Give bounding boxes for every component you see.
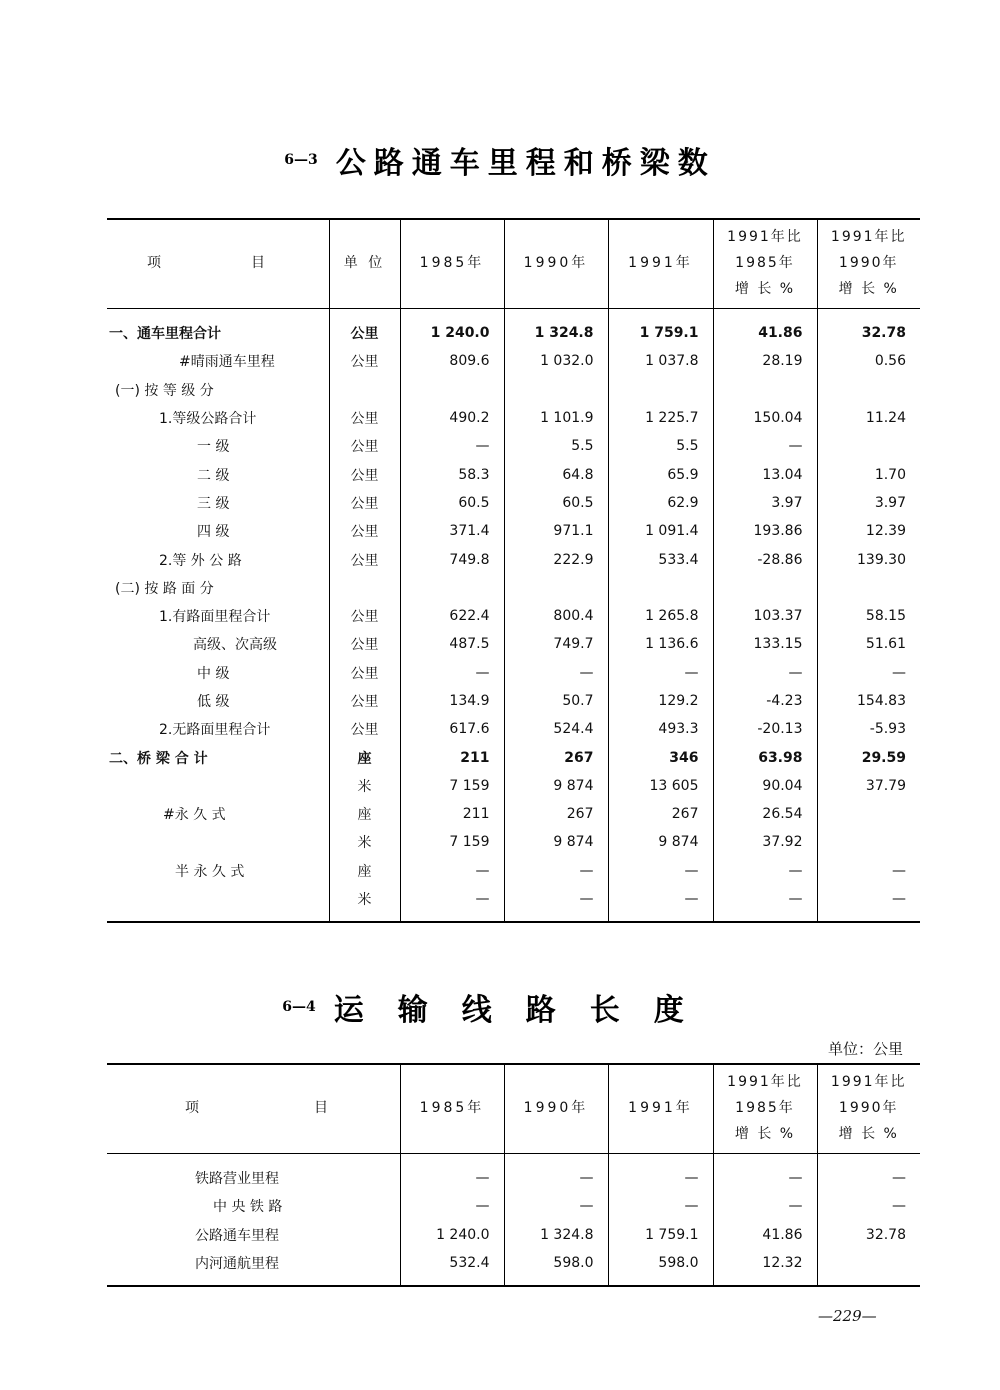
cell-v1985: 1 240.0 (400, 1221, 504, 1249)
cell-c1985: 37.92 (713, 828, 817, 856)
cell-v1990: 524.4 (504, 715, 608, 743)
cell-c1990: — (817, 1192, 920, 1220)
table-row (107, 687, 920, 715)
row-label: 低 级 (197, 694, 230, 710)
highway-mileage-table (107, 218, 920, 923)
cell-c1990: — (817, 857, 920, 885)
row-unit: 公里 (329, 489, 400, 517)
table-row (107, 715, 920, 743)
cell-c1985: 3.97 (713, 489, 817, 517)
table-header-row (107, 219, 920, 309)
row-unit: 公里 (329, 517, 400, 545)
cell-v1991: 1 037.8 (608, 347, 713, 375)
cell-v1990: 800.4 (504, 602, 608, 630)
row-unit: 公里 (329, 309, 400, 348)
row-label: (二) 按 路 面 分 (115, 580, 214, 597)
cell-v1990: 5.5 (504, 432, 608, 460)
row-unit: 座 (329, 743, 400, 771)
cell-v1990: 267 (504, 800, 608, 828)
cell-v1991: 9 874 (608, 828, 713, 856)
row-label (107, 885, 329, 922)
cell-v1991: — (608, 659, 713, 687)
cell-v1990: 1 324.8 (504, 309, 608, 348)
row-unit: 公里 (329, 347, 400, 375)
cell-c1990: 58.15 (817, 602, 920, 630)
cell-v1985: 487.5 (400, 630, 504, 658)
table-row (107, 432, 920, 460)
cell-v1985: 211 (400, 743, 504, 771)
cell-c1985: -20.13 (713, 715, 817, 743)
table-row (107, 602, 920, 630)
header-unit: 单 位 (329, 219, 400, 309)
row-unit: 公里 (329, 432, 400, 460)
cell-c1990: -5.93 (817, 715, 920, 743)
row-label: 二 级 (197, 467, 230, 484)
cell-v1991: 1 265.8 (608, 602, 713, 630)
cell-c1990: — (817, 659, 920, 687)
row-label: #晴雨通车里程 (179, 354, 275, 371)
row-label: 四 级 (197, 524, 230, 541)
cell-v1985: 211 (400, 800, 504, 828)
header-growth-vs-1985: 1991年比 1985年 增 长 % (713, 1064, 817, 1154)
cell-v1990: 598.0 (504, 1249, 608, 1286)
table-row (107, 460, 920, 488)
cell-c1985: 41.86 (713, 1221, 817, 1249)
cell-c1990: 12.39 (817, 517, 920, 545)
cell-v1990: — (504, 1154, 608, 1193)
header-item: 项 目 (107, 1064, 400, 1154)
row-label: 内河通航里程 (195, 1256, 279, 1273)
cell-v1985: 60.5 (400, 489, 504, 517)
cell-c1990 (817, 1249, 920, 1286)
cell-v1991: 5.5 (608, 432, 713, 460)
cell-v1991 (608, 376, 713, 404)
cell-v1991: 129.2 (608, 687, 713, 715)
table-row (107, 659, 920, 687)
row-unit (329, 376, 400, 404)
row-label (107, 828, 329, 856)
cell-v1985: 809.6 (400, 347, 504, 375)
row-label: 高级、次高级 (193, 637, 277, 654)
header-growth-vs-1985: 1991年比 1985年 增 长 % (713, 219, 817, 309)
table-row (107, 800, 920, 828)
row-unit: 公里 (329, 545, 400, 573)
row-unit: 座 (329, 857, 400, 885)
cell-c1985: 193.86 (713, 517, 817, 545)
cell-v1991: 65.9 (608, 460, 713, 488)
cell-v1991: 493.3 (608, 715, 713, 743)
table-row (107, 1192, 920, 1220)
cell-v1991: 598.0 (608, 1249, 713, 1286)
cell-c1985: 133.15 (713, 630, 817, 658)
cell-c1990: 32.78 (817, 1221, 920, 1249)
header-growth-vs-1990: 1991年比 1990年 增 长 % (817, 219, 920, 309)
row-unit: 米 (329, 885, 400, 922)
cell-v1991: — (608, 1192, 713, 1220)
cell-v1990: 64.8 (504, 460, 608, 488)
row-label: #永 久 式 (163, 807, 226, 824)
cell-v1991: 1 225.7 (608, 404, 713, 432)
table-row (107, 347, 920, 375)
cell-v1985: — (400, 432, 504, 460)
cell-v1985: 617.6 (400, 715, 504, 743)
cell-v1990: 267 (504, 743, 608, 771)
row-unit: 公里 (329, 460, 400, 488)
table-row (107, 772, 920, 800)
row-unit: 公里 (329, 687, 400, 715)
header-item: 项 目 (107, 219, 329, 309)
cell-v1985: — (400, 885, 504, 922)
cell-v1990: 9 874 (504, 772, 608, 800)
cell-v1991: — (608, 1154, 713, 1193)
cell-c1990: — (817, 1154, 920, 1193)
cell-v1991: 13 605 (608, 772, 713, 800)
table-row (107, 517, 920, 545)
cell-c1990: 32.78 (817, 309, 920, 348)
table-row (107, 1154, 920, 1193)
cell-v1990 (504, 376, 608, 404)
page-number: —229— (818, 1307, 877, 1325)
cell-c1985: 41.86 (713, 309, 817, 348)
table-title-text: 公路通车里程和桥梁数 (335, 146, 716, 181)
cell-v1990: 50.7 (504, 687, 608, 715)
table-row (107, 489, 920, 517)
cell-c1990 (817, 376, 920, 404)
row-label: 1.有路面里程合计 (159, 609, 271, 626)
cell-v1990: 1 032.0 (504, 347, 608, 375)
header-1990: 1990年 (504, 219, 608, 309)
cell-v1985: — (400, 1154, 504, 1193)
table-row (107, 574, 920, 602)
cell-c1985: 28.19 (713, 347, 817, 375)
cell-v1991: 346 (608, 743, 713, 771)
cell-v1985: 58.3 (400, 460, 504, 488)
cell-c1990: 11.24 (817, 404, 920, 432)
row-label: 2.无路面里程合计 (159, 722, 271, 739)
cell-v1990: — (504, 885, 608, 922)
row-label (107, 772, 329, 800)
row-unit: 公里 (329, 715, 400, 743)
cell-v1990: — (504, 1192, 608, 1220)
cell-c1990: 3.97 (817, 489, 920, 517)
cell-c1985: -4.23 (713, 687, 817, 715)
cell-c1990: 154.83 (817, 687, 920, 715)
table-title (0, 138, 1000, 182)
row-label: 半 永 久 式 (175, 863, 245, 880)
cell-v1985 (400, 574, 504, 602)
cell-v1991: 1 091.4 (608, 517, 713, 545)
cell-v1990: — (504, 857, 608, 885)
cell-c1985: — (713, 659, 817, 687)
row-unit: 座 (329, 800, 400, 828)
cell-v1990: — (504, 659, 608, 687)
cell-c1990: 51.61 (817, 630, 920, 658)
row-label: 1.等级公路合计 (159, 411, 257, 428)
cell-c1990 (817, 800, 920, 828)
cell-v1985: 622.4 (400, 602, 504, 630)
header-1985: 1985年 (400, 1064, 504, 1154)
cell-v1991: 1 136.6 (608, 630, 713, 658)
table-header-row (107, 1064, 920, 1154)
cell-c1985: — (713, 1192, 817, 1220)
cell-v1990: 1 324.8 (504, 1221, 608, 1249)
cell-v1991: 1 759.1 (608, 309, 713, 348)
cell-v1990: 222.9 (504, 545, 608, 573)
row-unit: 公里 (329, 602, 400, 630)
table-row (107, 828, 920, 856)
row-label: (一) 按 等 级 分 (115, 382, 214, 399)
cell-v1985: — (400, 1192, 504, 1220)
header-1991: 1991年 (608, 219, 713, 309)
cell-v1990: 9 874 (504, 828, 608, 856)
cell-v1985: 371.4 (400, 517, 504, 545)
cell-c1985: — (713, 1154, 817, 1193)
cell-c1990: 0.56 (817, 347, 920, 375)
cell-v1985: 7 159 (400, 772, 504, 800)
cell-v1990 (504, 574, 608, 602)
cell-c1990: 1.70 (817, 460, 920, 488)
row-unit: 米 (329, 772, 400, 800)
cell-c1985: 103.37 (713, 602, 817, 630)
table-row (107, 376, 920, 404)
row-label: 2.等 外 公 路 (159, 552, 242, 569)
table-row (107, 1249, 920, 1286)
cell-c1985 (713, 574, 817, 602)
row-unit (329, 574, 400, 602)
cell-v1991: 267 (608, 800, 713, 828)
cell-v1991: 62.9 (608, 489, 713, 517)
table-row (107, 309, 920, 348)
row-unit: 米 (329, 828, 400, 856)
row-label: 一 级 (197, 439, 230, 456)
cell-c1990 (817, 828, 920, 856)
cell-v1991 (608, 574, 713, 602)
cell-c1985: 12.32 (713, 1249, 817, 1286)
cell-v1985: 1 240.0 (400, 309, 504, 348)
cell-c1985: -28.86 (713, 545, 817, 573)
cell-v1985: 749.8 (400, 545, 504, 573)
table-title-text: 运输线路长度 (333, 993, 718, 1028)
cell-c1990: 29.59 (817, 743, 920, 771)
row-label: 中 级 (197, 665, 230, 682)
cell-c1990: 139.30 (817, 545, 920, 573)
cell-v1985: 490.2 (400, 404, 504, 432)
cell-c1990 (817, 574, 920, 602)
table-number: 6—4 (282, 999, 316, 1015)
cell-v1985: — (400, 857, 504, 885)
table-row (107, 545, 920, 573)
table-row (107, 1221, 920, 1249)
row-unit: 公里 (329, 659, 400, 687)
transport-route-table (107, 1063, 920, 1287)
cell-v1990: 749.7 (504, 630, 608, 658)
cell-v1991: — (608, 885, 713, 922)
cell-c1990: — (817, 885, 920, 922)
cell-c1985: 26.54 (713, 800, 817, 828)
cell-c1985: — (713, 432, 817, 460)
cell-v1990: 1 101.9 (504, 404, 608, 432)
cell-v1991: — (608, 857, 713, 885)
header-growth-vs-1990: 1991年比 1990年 增 长 % (817, 1064, 920, 1154)
cell-v1990: 971.1 (504, 517, 608, 545)
row-unit: 公里 (329, 630, 400, 658)
row-label: 公路通车里程 (195, 1227, 279, 1244)
table-row (107, 885, 920, 922)
table-row (107, 743, 920, 771)
cell-v1985: — (400, 659, 504, 687)
row-label: 铁路营业里程 (195, 1171, 279, 1188)
table-number: 6—3 (284, 152, 318, 168)
table-row (107, 630, 920, 658)
cell-v1985: 134.9 (400, 687, 504, 715)
cell-c1990 (817, 432, 920, 460)
table-row (107, 404, 920, 432)
header-1991: 1991年 (608, 1064, 713, 1154)
unit-note: 单位：公里 (827, 1040, 903, 1058)
cell-v1991: 533.4 (608, 545, 713, 573)
cell-c1990: 37.79 (817, 772, 920, 800)
cell-v1985: 7 159 (400, 828, 504, 856)
cell-v1985: 532.4 (400, 1249, 504, 1286)
cell-c1985: 63.98 (713, 743, 817, 771)
row-label: 中 央 铁 路 (213, 1199, 283, 1216)
row-label: 三 级 (197, 495, 230, 512)
cell-c1985: 150.04 (713, 404, 817, 432)
cell-v1991: 1 759.1 (608, 1221, 713, 1249)
header-1990: 1990年 (504, 1064, 608, 1154)
row-unit: 公里 (329, 404, 400, 432)
header-1985: 1985年 (400, 219, 504, 309)
cell-c1985: — (713, 857, 817, 885)
cell-c1985: 13.04 (713, 460, 817, 488)
cell-v1985 (400, 376, 504, 404)
cell-c1985: 90.04 (713, 772, 817, 800)
row-label: 一、通车里程合计 (109, 326, 221, 343)
table-row (107, 857, 920, 885)
cell-c1985 (713, 376, 817, 404)
row-label: 二、桥 梁 合 计 (109, 750, 208, 767)
cell-v1990: 60.5 (504, 489, 608, 517)
table-title (0, 985, 1000, 1029)
cell-c1985: — (713, 885, 817, 922)
